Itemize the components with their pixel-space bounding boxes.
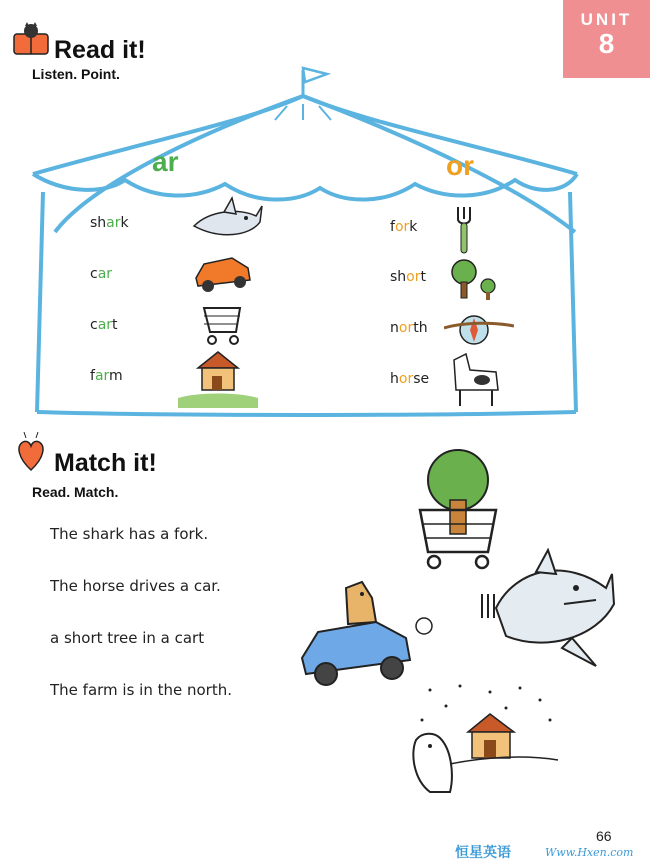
shark-with-fork-picture[interactable]: [476, 548, 618, 668]
reading-cat-icon: [12, 22, 50, 56]
unit-number: 8: [598, 28, 615, 59]
page-number: 66: [596, 828, 612, 844]
ar-word-cart: cart: [90, 317, 118, 333]
match-sentence-2[interactable]: The horse drives a car.: [50, 577, 221, 595]
or-word-short: short: [390, 269, 426, 285]
or-word-horse: horse: [390, 371, 430, 387]
horse-icon: [446, 350, 504, 410]
site-url: Www.Hxen.com: [545, 846, 634, 859]
shark-icon: [190, 196, 265, 248]
match-sentence-3[interactable]: a short tree in a cart: [50, 629, 205, 647]
car-icon: [192, 250, 254, 294]
farm-icon: [178, 348, 258, 408]
ar-word-farm: farm: [90, 368, 123, 384]
or-sound-label: or: [446, 150, 474, 181]
site-name: 恒星英语: [455, 845, 511, 861]
heart-bug-icon: [14, 432, 48, 472]
short-tree-icon: [448, 258, 504, 302]
match-it-title: Match it!: [54, 449, 157, 477]
or-word-north: north: [390, 320, 428, 336]
farm-in-north-picture[interactable]: [410, 680, 560, 804]
read-it-instructions: Listen. Point.: [32, 66, 120, 82]
match-it-instructions: Read. Match.: [32, 484, 119, 500]
cart-icon: [200, 302, 246, 346]
fork-icon: [452, 205, 480, 257]
ar-word-car: car: [90, 266, 113, 282]
match-sentence-1[interactable]: The shark has a fork.: [50, 525, 209, 543]
ar-word-shark: shark: [90, 215, 129, 231]
horse-driving-car-picture[interactable]: [296, 578, 438, 690]
or-word-fork: fork: [390, 219, 418, 235]
match-sentence-4[interactable]: The farm is in the north.: [50, 681, 233, 699]
ar-sound-label: ar: [152, 146, 179, 177]
read-it-title: Read it!: [54, 36, 146, 64]
unit-label: UNIT: [580, 10, 633, 29]
compass-icon: [444, 310, 514, 350]
